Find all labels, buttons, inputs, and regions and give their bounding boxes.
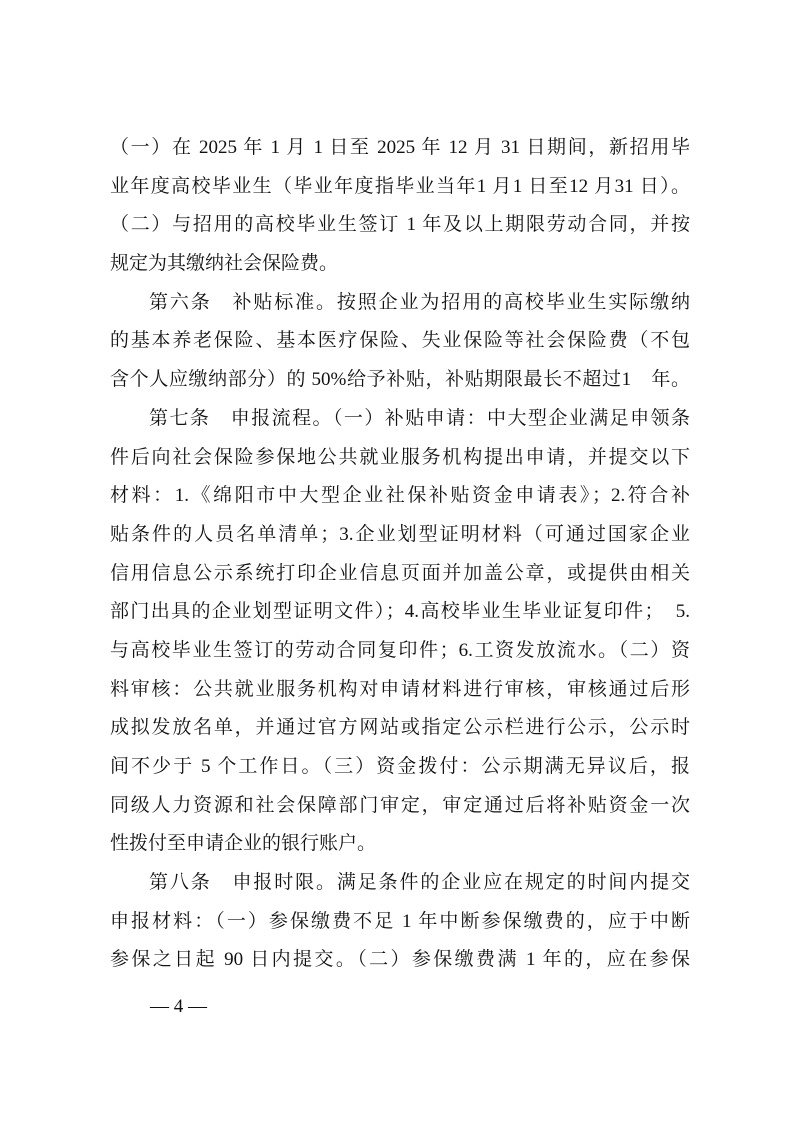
text-line: 与高校毕业生签订的劳动合同复印件；6.工资发放流水。（二）资	[110, 639, 690, 661]
text-line: 性拨付至申请企业的银行账户。	[110, 833, 377, 855]
paragraph-condition-one	[110, 129, 690, 206]
text-line: 业年度高校毕业生（毕业年度指毕业当年1 月1 日至12 月31 日）。	[110, 175, 690, 197]
text-line: 第六条 补贴标准。按照企业为招用的高校毕业生实际缴纳	[149, 291, 690, 313]
text-line: 申报材料：（一）参保缴费不足 1 年中断参保缴费的，应于中断	[110, 910, 690, 932]
text-line: 第八条 申报时限。满足条件的企业应在规定的时间内提交	[149, 872, 690, 894]
text-line: 规定为其缴纳社会保险费。	[110, 253, 339, 275]
text-line: 件后向社会保险参保地公共就业服务机构提出申请，并提交以下	[110, 446, 690, 468]
paragraph-article-six	[110, 284, 690, 400]
text-line: 同级人力资源和社会保障部门审定，审定通过后将补贴资金一次	[110, 794, 690, 816]
text-line: 成拟发放名单，并通过官方网站或指定公示栏进行公示，公示时	[110, 717, 690, 739]
document-body	[110, 129, 690, 980]
text-line: 料审核：公共就业服务机构对申请材料进行审核，审核通过后形	[110, 678, 690, 700]
text-line: 部门出具的企业划型证明文件）；4.高校毕业生毕业证复印件； 5.	[110, 601, 690, 623]
text-line: 材料：1.《绵阳市中大型企业社保补贴资金申请表》；2.符合补	[110, 485, 690, 507]
paragraph-condition-two	[110, 206, 690, 283]
page-number: — 4 —	[150, 996, 207, 1017]
text-line: 参保之日起 90 日内提交。（二）参保缴费满 1 年的，应在参保	[110, 949, 690, 971]
text-line: 间不少于 5 个工作日。（三）资金拨付：公示期满无异议后，报	[110, 756, 690, 777]
paragraph-article-seven	[110, 400, 690, 864]
text-line: 第七条 申报流程。（一）补贴申请：中大型企业满足申领条	[149, 407, 690, 429]
text-line: 的基本养老保险、基本医疗保险、失业保险等社会保险费（不包	[110, 330, 690, 352]
paragraph-article-eight	[110, 864, 690, 980]
text-line: 含个人应缴纳部分）的 50%给予补贴，补贴期限最长不超过1 年。	[110, 369, 690, 391]
text-line: 贴条件的人员名单清单；3.企业划型证明材料（可通过国家企业	[110, 523, 690, 545]
text-line: （一）在 2025 年 1 月 1 日至 2025 年 12 月 31 日期间，新招用毕	[110, 137, 690, 158]
text-line: 信用信息公示系统打印企业信息页面并加盖公章，或提供由相关	[110, 562, 690, 584]
text-line: （二）与招用的高校毕业生签订 1 年及以上期限劳动合同，并按	[110, 214, 690, 236]
